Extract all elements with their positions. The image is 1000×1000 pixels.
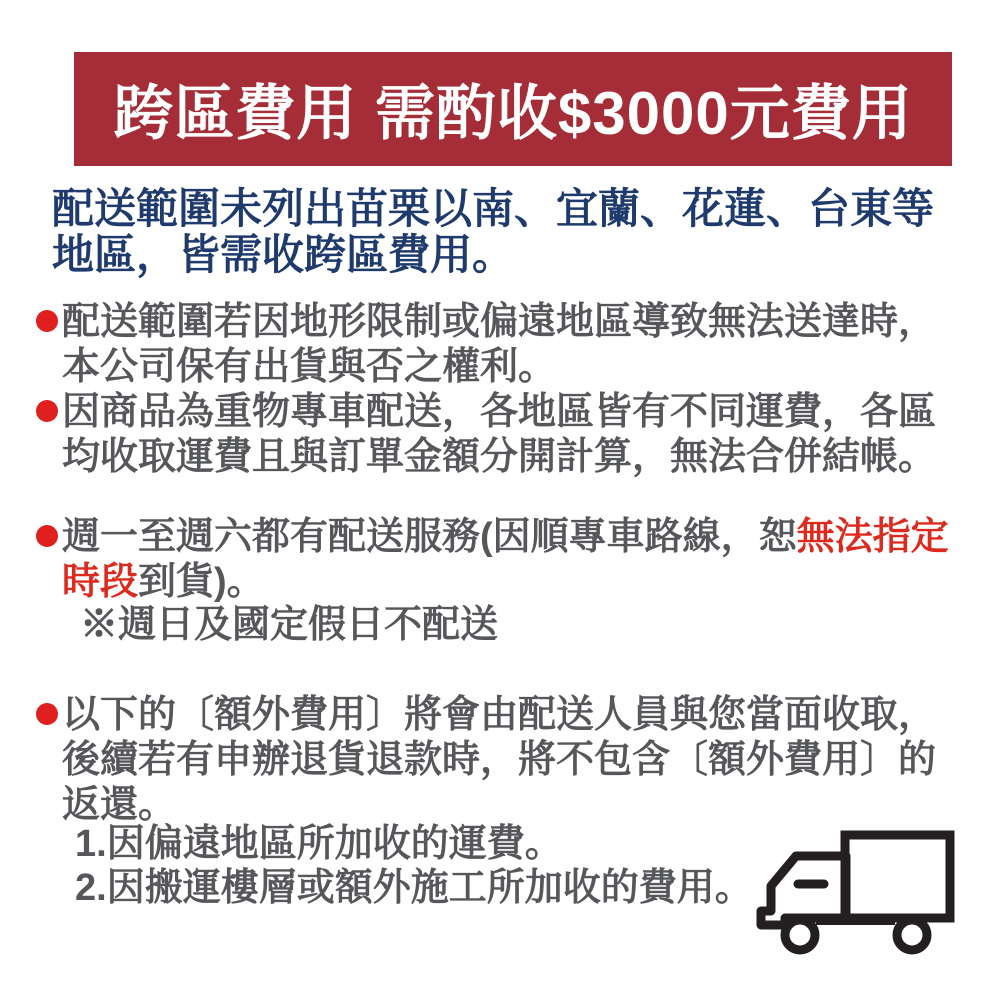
bullet-line: 返還。 bbox=[62, 784, 177, 826]
cross-region-fee-banner bbox=[74, 52, 952, 166]
bullet-line: 配送範圍若因地形限制或偏遠地區導致無法送達時， bbox=[62, 301, 937, 343]
bullet-line: 以下的〔額外費用〕將會由配送人員與您當面收取， bbox=[62, 694, 937, 736]
bullet-terrain-limit bbox=[36, 300, 936, 390]
bullet-line-post: 到貨)。 bbox=[138, 561, 265, 603]
sunday-holiday-note: ※週日及國定假日不配送 bbox=[80, 604, 499, 646]
bullet-dot-icon bbox=[36, 400, 58, 422]
extra-fee-item-list bbox=[75, 822, 753, 910]
bullet-delivery-days bbox=[36, 515, 949, 605]
truck-front-wheel bbox=[785, 920, 815, 950]
bullet-line bbox=[62, 560, 949, 605]
bullet-line: 均收取運費且與訂單金額分開計算，無法合併結帳。 bbox=[62, 436, 937, 478]
bullet-dot-icon bbox=[36, 525, 58, 547]
no-time-slot-highlight: 無法指定 bbox=[796, 516, 949, 558]
bullet-line: 後續若有申辦退貨退款時，將不包含〔額外費用〕的 bbox=[62, 739, 937, 781]
truck-cargo-box bbox=[845, 835, 950, 918]
truck-cab bbox=[761, 856, 846, 925]
bullet-line-pre: 週一至週六都有配送服務(因順專車路線，恕 bbox=[62, 516, 797, 558]
bullet-delivery-days-text bbox=[62, 515, 949, 605]
bullet-line bbox=[62, 515, 949, 560]
extra-fee-item-2: 2.因搬運樓層或額外施工所加收的費用。 bbox=[75, 867, 753, 909]
bullet-line: 本公司保有出貨與否之權利。 bbox=[62, 346, 557, 388]
banner-title: 跨區費用 需酌收$3000元費用 bbox=[113, 80, 913, 147]
bullet-heavy-freight-text bbox=[62, 390, 936, 480]
bullet-dot-icon bbox=[36, 310, 58, 332]
delivery-truck-icon bbox=[742, 800, 972, 970]
extra-fee-item-1: 1.因偏遠地區所加收的運費。 bbox=[75, 823, 563, 865]
bullet-heavy-freight bbox=[36, 390, 936, 480]
no-time-slot-highlight: 時段 bbox=[62, 561, 139, 603]
intro-line-2: 地區，皆需收跨區費用。 bbox=[52, 231, 515, 278]
bullet-dot-icon bbox=[36, 703, 58, 725]
delivery-scope-intro bbox=[52, 186, 934, 278]
bullet-line: 因商品為重物專車配送，各地區皆有不同運費，各區 bbox=[62, 391, 937, 433]
bullet-terrain-limit-text bbox=[62, 300, 936, 390]
truck-rear-wheel bbox=[897, 920, 927, 950]
intro-line-1: 配送範圍未列出苗栗以南、宜蘭、花蓮、台東等 bbox=[52, 185, 935, 232]
